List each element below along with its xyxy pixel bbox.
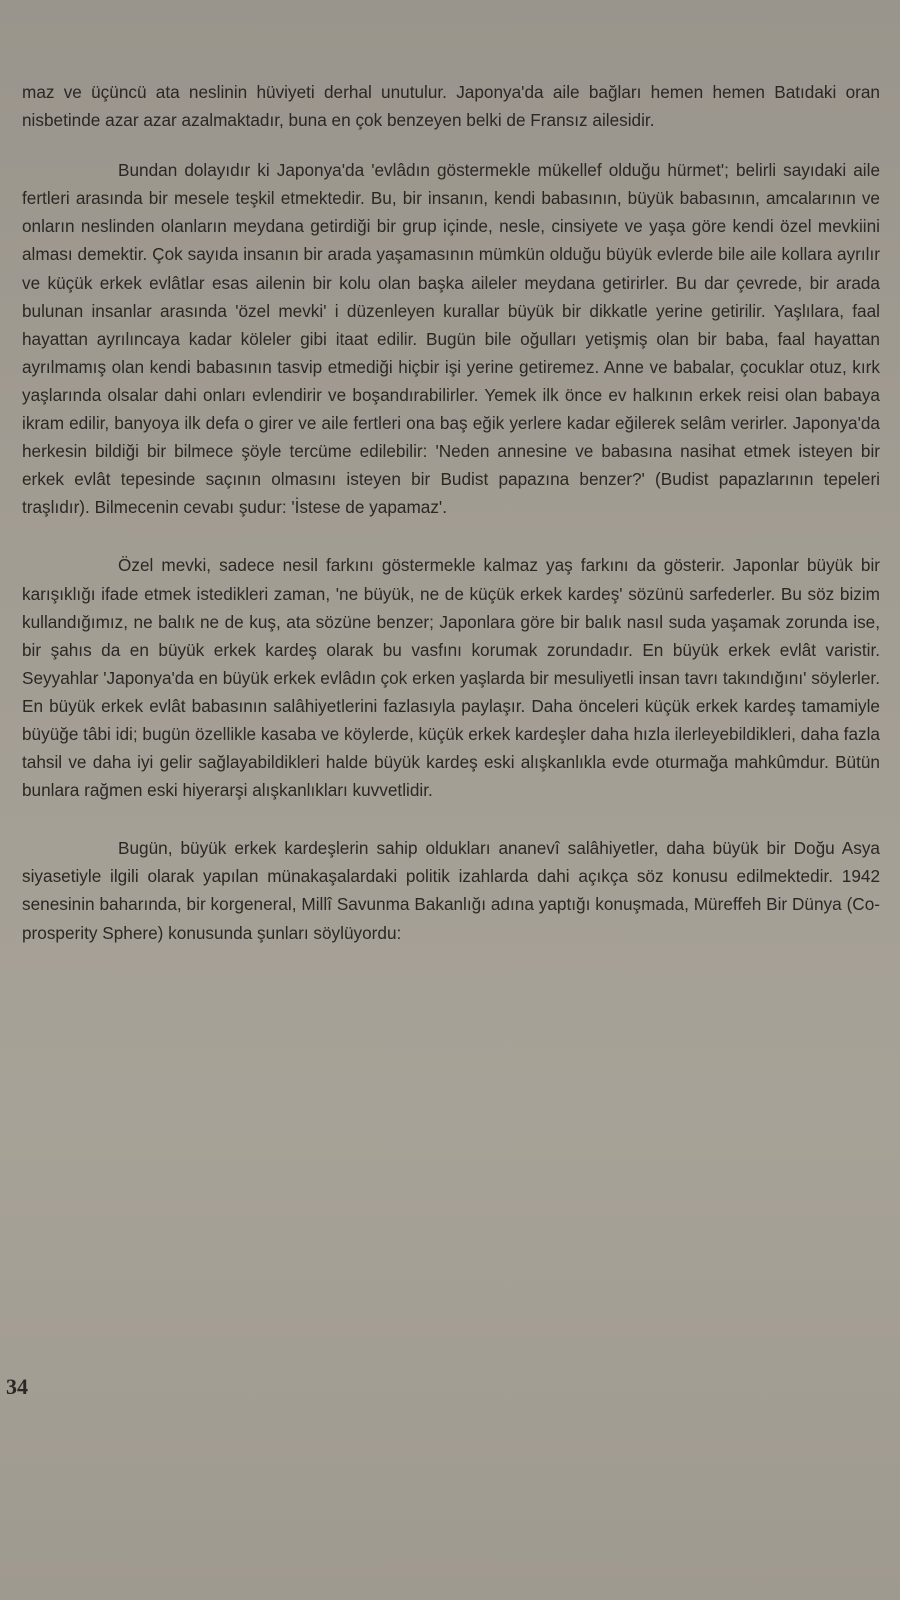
paragraph-filial-respect: Bundan dolayıdır ki Japonya'da 'evlâdın göstermekle mükellef olduğu hürmet'; belirli sayıdaki aile fertleri arasında bir mesele teşkil etmektedir. Bu, bir insanın, kendi babasının, büyük babasının, amcalarının ve onların neslinden olanların meydana getirdiği bir grup içinde, nesle, cinsiyete ve yaşa göre kendi özel mevkiini alması demektir. Çok sayıda insanın bir arada yaşamasının mümkün olduğu büyük evlerde bile aile kollara ayrılır ve küçük erkek evlâtlar esas ailenin bir kolu olan başka aileler meydana getirirler. Bu dar çevrede, bir arada bulunan insanlar arasında 'özel mevki' i düzenleyen kurallar büyük bir dikkatle yerine getirilir. Yaşlılara, faal hayattan ayrılıncaya kadar köleler gibi itaat edilir. Bugün bile oğulları yetişmiş olan bir baba, faal hayattan ayrılmamış olan kendi babasının tasvip etmediği hiçbir işi yerine getiremez. Anne ve babalar, çocuklar otuz, kırk yaşlarında olsalar dahi onları evlendirir ve boşandırabilirler. Yemek ilk önce ev halkının erkek reisi olan babaya ikram edilir, banyoya ilk defa o girer ve aile fertleri ona baş eğik yerlere kadar eğilerek selâm verirler. Japonya'da herkesin bildiği bir bilmece şöyle tercüme edilebilir: 'Neden annesine ve babasına nasihat etmek isteyen bir erkek evlât tepesinde saçının olmasını isteyen bir Budist papazına benzer?' (Budist papazlarının tepeleri traşlıdır). Bilmecenin cevabı şudur: 'İstese de yapamaz'. <box>22 160 880 518</box>
page-body <box>22 78 880 947</box>
paragraph-elder-brother-politics: Bugün, büyük erkek kardeşlerin sahip oldukları ananevî salâhiyetler, daha büyük bir Doğu Asya siyasetiyle ilgili olarak yapılan münakaşalardaki politik izahlarda dahi açıkça söz konusu edilmektedir. 1942 senesinin baharında, bir korgeneral, Millî Savunma Bakanlığı adına yaptığı konuşmada, Müreffeh Bir Dünya (Co-prosperity Sphere) konusunda şunları söylüyordu: <box>22 838 880 943</box>
paragraph-continuation: maz ve üçüncü ata neslinin hüviyeti derhal unutulur. Japonya'da aile bağları hemen hemen Batıdaki oran nisbetinde azar azar azalmaktadır, buna en çok benzeyen belki de Fransız ailesidir. <box>22 82 880 131</box>
page-number: 34 <box>6 1374 28 1399</box>
paragraph-special-rank: Özel mevki, sadece nesil farkını göstermekle kalmaz yaş farkını da gösterir. Japonlar büyük bir karışıklığı ifade etmek istedikleri zaman, 'ne büyük, ne de küçük erkek kardeş' sözünü sarfederler. Bu söz bizim kullandığımız, ne balık ne de kuş, ata sözüne benzer; Japonlara göre bir balık nasıl suda yaşamak zorunda ise, bir şahıs da en büyük erkek kardeş olarak bu vasfını korumak zorundadır. En büyük erkek evlât varistir. Seyyahlar 'Japonya'da en büyük erkek evlâdın çok erken yaşlarda bir mesuliyetli insan tavrı takındığını' söylerler. En büyük erkek evlât babasının salâhiyetlerini fazlasıyla paylaşır. Daha önceleri küçük erkek kardeş tamamiyle büyüğe tâbi idi; bugün özellikle kasaba ve köylerde, küçük erkek kardeşler daha hızla ilerleyebildikleri, daha fazla tahsil ve daha iyi gelir sağlayabildikleri halde büyük kardeş eski alışkanlıkla evde oturmağa mahkûmdur. Bütün bunlara rağmen eski hiyerarşi alışkanlıkları kuvvetlidir. <box>22 555 880 801</box>
